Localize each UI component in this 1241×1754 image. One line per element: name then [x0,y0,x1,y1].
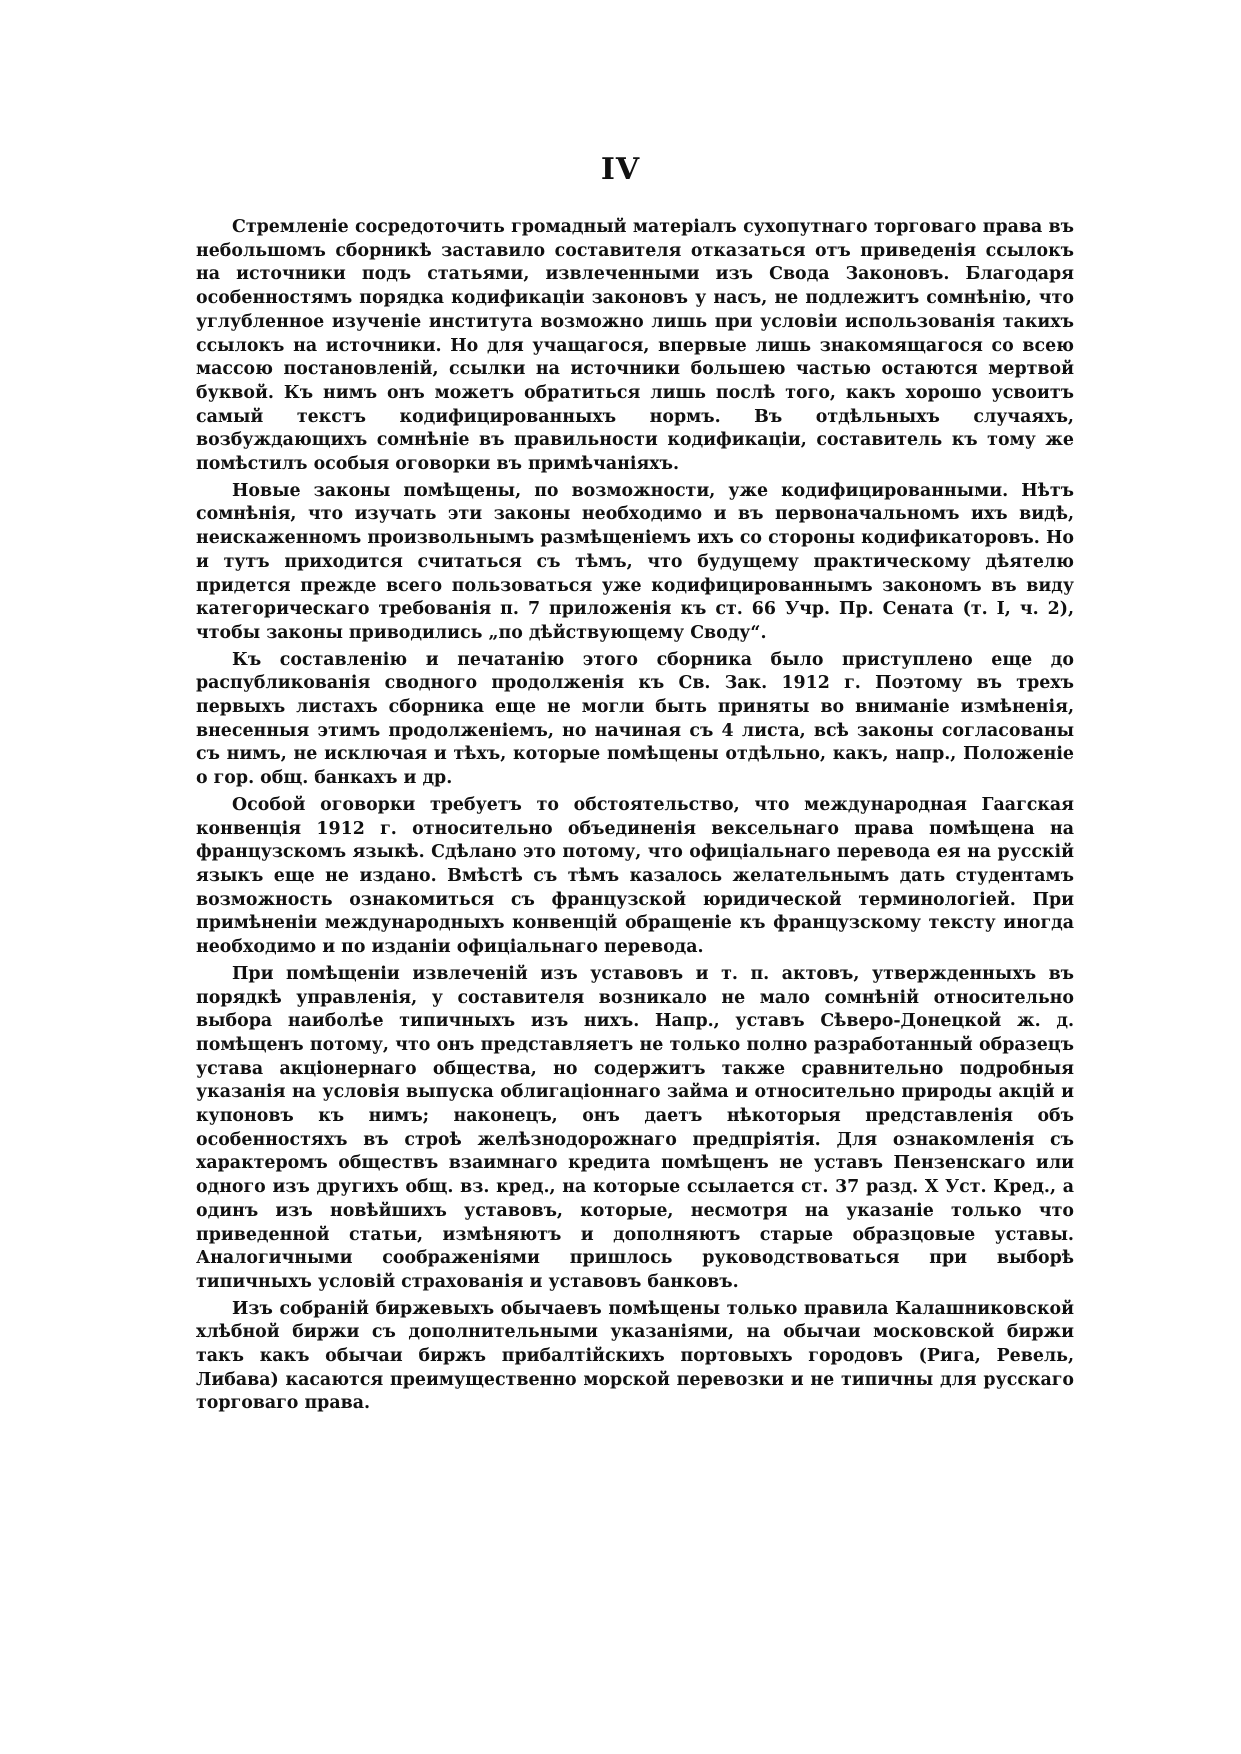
paragraph-codification-references: Стремленіе сосредоточить громадный матеріалъ сухопутнаго торговаго права въ небольшомъ сборникѣ заставило составителя отказаться отъ приведенія ссылокъ на источники подъ статьями, извлеченными изъ Свода Законовъ. Благодаря особенностямъ порядка кодификаціи законовъ у насъ, не подлежитъ сомнѣнію, что углубленное изученіе института возможно лишь при условіи использованія такихъ ссылокъ на источники. Но для учащагося, впервые лишь знакомящагося со всею массою постановленій, ссылки на источники большею частью остаются мертвой буквой. Къ нимъ онъ можетъ обратиться лишь послѣ того, какъ хорошо усвоитъ самый текстъ кодифицированныхъ нормъ. Въ отдѣльныхъ случаяхъ, возбуждающихъ сомнѣніе въ правильности кодификаціи, составитель къ тому же помѣстилъ особыя оговорки въ примѣчаніяхъ. [196,217,1074,475]
paragraph-new-laws: Новые законы помѣщены, по возможности, уже кодифицированными. Нѣтъ сомнѣнія, что изучать эти законы необходимо и въ первоначальномъ ихъ видѣ, неискаженномъ произвольнымъ размѣщеніемъ ихъ со стороны кодификаторовъ. Но и тутъ приходится считаться съ тѣмъ, что будущему практическому дѣятелю придется прежде всего пользоваться уже кодифицированнымъ закономъ въ виду категорическаго требованія п. 7 приложенія къ ст. 66 Учр. Пр. Сената (т. I, ч. 2), чтобы законы приводились „по дѣйствующему Своду“. [196,480,1074,643]
body-text [196,216,1074,1416]
paragraph-compilation-printing: Къ составленію и печатанію этого сборника было приступлено еще до распубликованія сводного продолженія къ Св. Зак. 1912 г. Поэтому въ трехъ первыхъ листахъ сборника еще не могли быть приняты во вниманіе измѣненія, внесенныя этимъ продолженіемъ, но начиная съ 4 листа, всѣ законы согласованы съ нимъ, не исключая и тѣхъ, которые помѣщены отдѣльно, какъ, напр., Положеніе о гор. общ. банкахъ и др. [196,649,1074,789]
paragraph-statutes-selection: При помѣщеніи извлеченій изъ уставовъ и т. п. актовъ, утвержденныхъ въ порядкѣ управленія, у составителя возникало не мало сомнѣній относительно выбора наиболѣе типичныхъ изъ нихъ. Напр., уставъ Сѣверо-Донецкой ж. д. помѣщенъ потому, что онъ представляетъ не только полно разработанный образецъ устава акціонернаго общества, но содержитъ также сравнительно подробныя указанія на условія выпуска облигаціоннаго займа и относительно природы акцій и купоновъ къ нимъ; наконецъ, онъ даетъ нѣкоторыя представленія объ особенностяхъ въ строѣ желѣзнодорожнаго предпріятія. Для ознакомленія съ характеромъ обществъ взаимнаго кредита помѣщенъ не уставъ Пензенскаго или одного изъ другихъ общ. вз. кред., на которые ссылается ст. 37 разд. X Уст. Кред., а одинъ изъ новѣйшихъ уставовъ, которые, несмотря на указаніе только что приведенной статьи, измѣняютъ и дополняютъ старые образцовые уставы. Аналогичными соображеніями пришлось руководствоваться при выборѣ типичныхъ условій страхованія и уставовъ банковъ. [196,963,1074,1292]
paragraph-hague-convention: Особой оговорки требуетъ то обстоятельство, что международная Гаагская конвенція 1912 г. относительно объединенія вексельнаго права помѣщена на французскомъ языкѣ. Сдѣлано это потому, что офиціальнаго перевода ея на русскій языкъ еще не издано. Вмѣстѣ съ тѣмъ казалось желательнымъ дать студентамъ возможность ознакомиться съ французской юридической терминологіей. При примѣненіи международныхъ конвенцій обращеніе къ французскому тексту иногда необходимо и по изданіи офиціальнаго перевода. [196,794,1074,958]
paragraph-exchange-customs: Изъ собраній биржевыхъ обычаевъ помѣщены только правила Калашниковской хлѣбной биржи съ дополнительными указаніями, на обычаи московской биржи такъ какъ обычаи биржъ прибалтійскихъ портовыхъ городовъ (Рига, Ревель, Либава) касаются преимущественно морской перевозки и не типичны для русскаго торговаго права. [196,1298,1074,1414]
page-number: IV [600,152,641,187]
